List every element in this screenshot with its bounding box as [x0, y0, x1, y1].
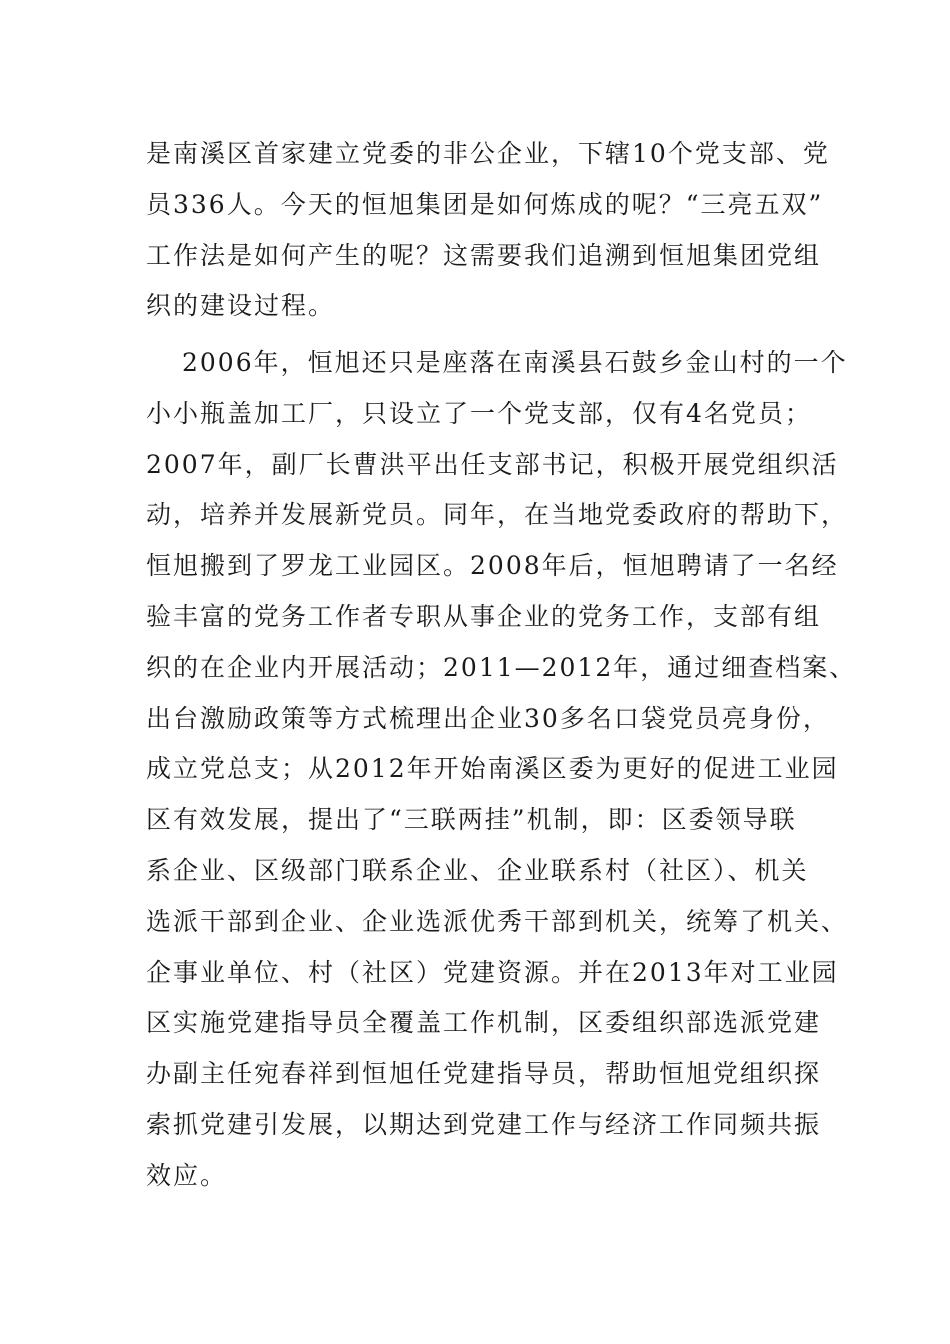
- text-line-indented: 2006年，恒旭还只是座落在南溪县石鼓乡金山村的一个: [182, 348, 848, 377]
- paragraph-1: [146, 129, 830, 332]
- text-line: 动，培养并发展新党员。同年，在当地党委政府的帮助下，: [146, 500, 849, 530]
- text-line: 选派干部到企业、企业选派优秀干部到机关，统筹了机关、: [146, 906, 849, 936]
- text-line: 企事业单位、村（社区）党建资源。并在2013年对工业园: [146, 957, 839, 987]
- text-line: 验丰富的党务工作者专职从事企业的党务工作，支部有组: [146, 601, 822, 631]
- text-line: 工作法是如何产生的呢？这需要我们追溯到恒旭集团党组: [146, 240, 822, 270]
- text-line: 区有效发展，提出了“三联两挂”机制，即：区委领导联: [146, 805, 797, 835]
- text-line: 出台激励政策等方式梳理出企业30多名口袋党员亮身份，: [146, 703, 830, 733]
- text-line: 办副主任宛春祥到恒旭任党建指导员，帮助恒旭党组织探: [146, 1059, 822, 1089]
- text-line: 是南溪区首家建立党委的非公企业，下辖10个党支部、党: [146, 139, 830, 168]
- text-line: 小小瓶盖加工厂，只设立了一个党支部，仅有4名党员；: [146, 398, 812, 428]
- text-line: 系企业、区级部门联系企业、企业联系村（社区）、机关: [146, 855, 809, 885]
- paragraph-2: [146, 338, 857, 1202]
- text-line: 2007年，副厂长曹洪平出任支部书记，积极开展党组织活: [146, 449, 839, 479]
- text-line: 织的在企业内开展活动；2011—2012年，通过细查档案、: [146, 652, 857, 682]
- text-line: 索抓党建引发展，以期达到党建工作与经济工作同频共振: [146, 1109, 822, 1139]
- text-line: 效应。: [146, 1160, 228, 1190]
- text-line: 员336人。今天的恒旭集团是如何炼成的呢？“三亮五双”: [146, 189, 824, 219]
- text-line: 成立党总支；从2012年开始南溪区委为更好的促进工业园: [146, 754, 839, 784]
- text-line: 恒旭搬到了罗龙工业园区。2008年后，恒旭聘请了一名经: [146, 551, 839, 581]
- text-line: 织的建设过程。: [146, 291, 336, 321]
- text-line: 区实施党建指导员全覆盖工作机制，区委组织部选派党建: [146, 1008, 822, 1038]
